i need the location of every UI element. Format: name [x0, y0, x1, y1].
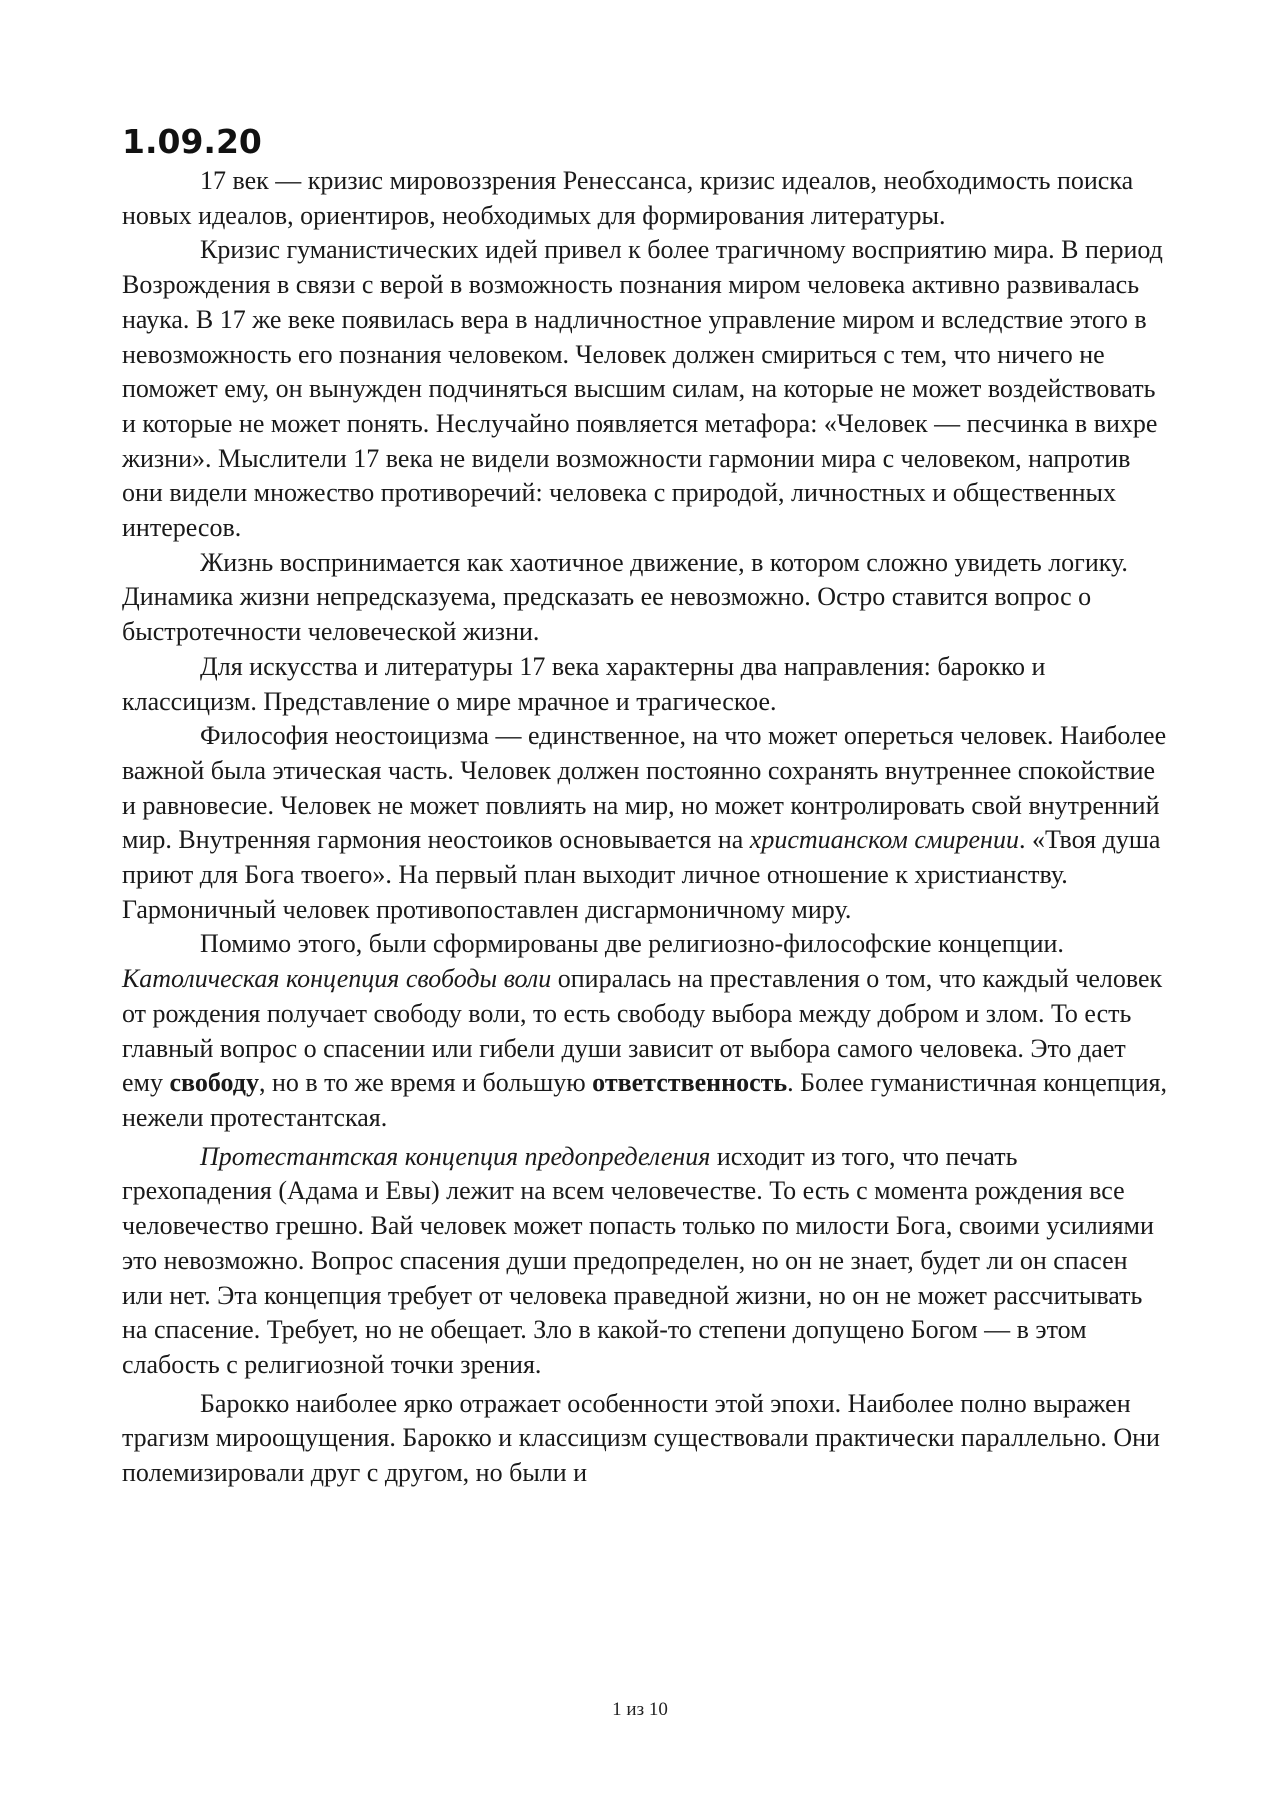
paragraph [122, 719, 1172, 927]
bold-text: свободу [169, 1068, 259, 1098]
paragraph [122, 233, 1172, 545]
text-run: , но в то же время и большую [258, 1068, 593, 1098]
text-run: Жизнь воспринимается как хаотичное движение, в котором сложно увидеть логику. Динамика жизни непредсказуема, предсказать ее невозможно. Остро ставится вопрос о быстротечности человеческой жизни. [122, 547, 1128, 647]
text-run: Кризис гуманистических идей привел к более трагичному восприятию мира. В период Возрождения в связи с верой в возможность познания миром человека активно развивалась наука. В 17 же веке появилась вера в надличностное управление миром и вследствие этого в невозможность его познания человеком. Человек должен смириться с тем, что ничего не поможет ему, он вынужден подчиняться высшим силам, на которые не может воздействовать и которые не может понять. Неслучайно появляется метафора: «Человек — песчинка в вихре жизни». Мыслители 17 века не видели возможности гармонии мира с человеком, напротив они видели множество противоречий: человека с природой, личностных и общественных интересов. [122, 235, 1163, 543]
document-title: 1.09.20 [122, 122, 262, 161]
paragraph [122, 164, 1172, 233]
paragraph [122, 927, 1172, 1135]
text-run: исходит из того, что печать грехопадения (Адама и Евы) лежит на всем человечестве. То есть с момента рождения все человечество грешно. Вай человек может попасть только по милости Бога, своими усилиями это невозможно. Вопрос спасения души предопределен, но он не знает, будет ли он спасен или нет. Эта концепция требует от человека праведной жизни, но он не может рассчитывать на спасение. Требует, но не обещает. Зло в какой-то степени допущено Богом — в этом слабость с религиозной точки зрения. [122, 1141, 1154, 1379]
paragraph [122, 1387, 1172, 1491]
italic-text: христианском смирении [749, 825, 1019, 855]
paragraph [122, 546, 1172, 650]
text-run: Философия неостоицизма — единственное, на что может опереться человек. Наиболее важной была этическая часть. Человек должен постоянно сохранять внутреннее спокойствие и равновесие. Человек не может повлиять на мир, но может контролировать свой внутренний мир. Внутренняя гармония неостоиков основывается на [122, 721, 1167, 855]
italic-text: Католическая концепция свободы воли [122, 964, 552, 994]
bold-text: ответственность [592, 1068, 788, 1098]
text-run: . «Твоя душа приют для Бога твоего». На первый план выходит личное отношение к христианству. Гармоничный человек противопоставлен дисгармоничному миру. [122, 825, 1161, 924]
paragraph [122, 1140, 1172, 1383]
document-body [122, 122, 1172, 1491]
paragraph [122, 650, 1172, 719]
text-run: Барокко наиболее ярко отражает особенности этой эпохи. Наиболее полно выражен трагизм мироощущения. Барокко и классицизм существовали практически параллельно. Они полемизировали друг с другом, но были и [122, 1388, 1160, 1488]
text-run: 17 век — кризис мировоззрения Ренессанса, кризис идеалов, необходимость поиска новых идеалов, ориентиров, необходимых для формирования литературы. [122, 166, 1134, 230]
text-run: Помимо этого, были сформированы две религиозно-философские концепции. [200, 929, 1064, 959]
page-number: 1 из 10 [612, 1699, 668, 1720]
text-run: . Более гуманистичная концепция, нежели протестантская. [122, 1068, 1167, 1132]
text-run: опиралась на преставления о том, что каждый человек от рождения получает свободу воли, то есть свободу выбора между добром и злом. То есть главный вопрос о спасении или гибели души зависит от выбора самого человека. Это дает ему [122, 964, 1163, 1098]
italic-text: Протестантская концепция предопределения [200, 1141, 711, 1171]
text-run: Для искусства и литературы 17 века характерны два направления: барокко и классицизм. Представление о мире мрачное и трагическое. [122, 651, 1046, 716]
